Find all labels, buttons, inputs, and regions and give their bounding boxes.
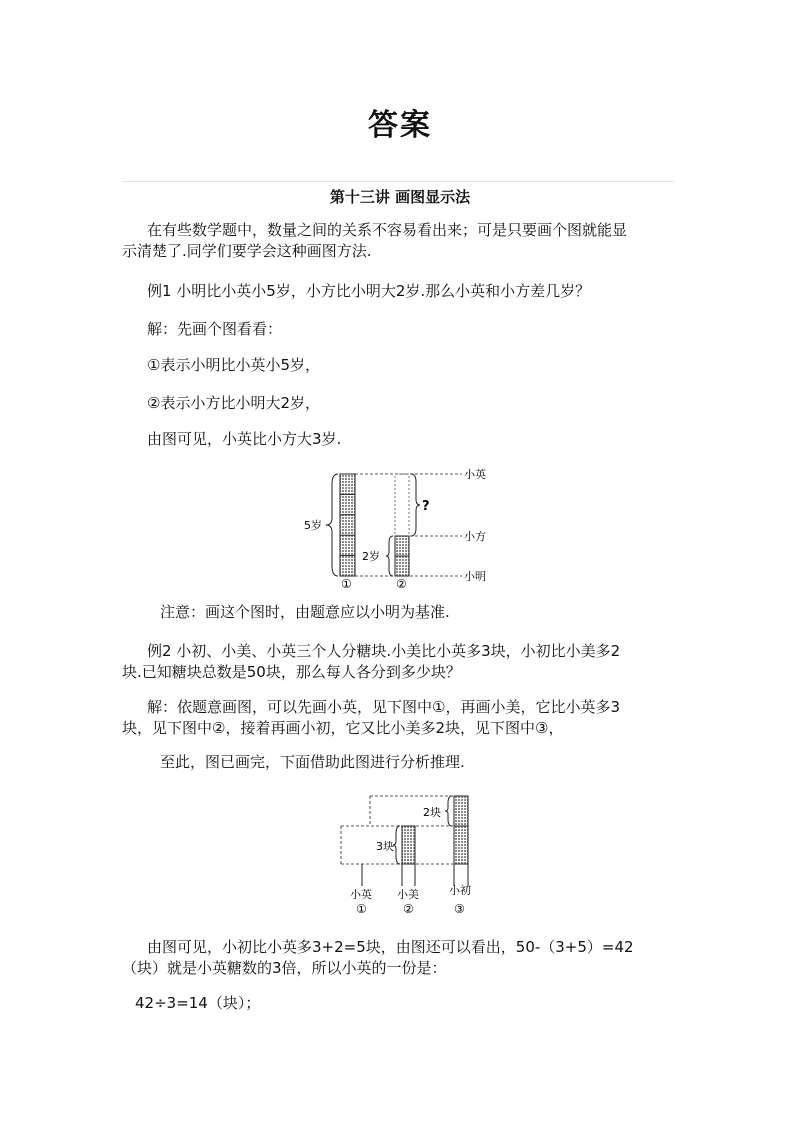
three-pieces-label: 3块: [376, 840, 394, 853]
example2-result-line-3: 42÷3=14（块）；: [135, 994, 261, 1012]
xiaofang-label: 小方: [464, 530, 486, 543]
example2-problem-line-1: 例2 小初、小美、小英三个人分糖块.小美比小英多3块，小初比小美多2: [147, 642, 621, 660]
example2-solution-line-2: 块，见下图中②，接着再画小初，它又比小美多2块，见下图中③，: [122, 719, 564, 737]
two-pieces-brace: [445, 796, 452, 826]
page-title: 答案: [368, 108, 432, 143]
example2-result-line-1: 由图可见，小初比小英多3+2=5块，由图还可以看出，50-（3+5）=42: [147, 938, 634, 956]
example1-problem: 例1 小明比小英小5岁，小方比小明大2岁.那么小英和小方差几岁？: [147, 282, 591, 300]
intro-line-2: 示清楚了.同学们要学会这种画图方法.: [122, 242, 372, 260]
xiaomei-label: 小美: [397, 888, 419, 901]
bar-xiaochu: [454, 796, 468, 886]
two-year-brace: [386, 536, 393, 576]
three-pieces-brace: [393, 826, 400, 864]
xiaochu-label: 小初: [449, 884, 471, 897]
five-years-label: 5岁: [304, 519, 322, 532]
example1-solution: 解：先画个图看看：: [147, 320, 283, 338]
intro-line-1: 在有些数学题中，数量之间的关系不容易看出来；可是只要画个图就能显: [147, 221, 628, 239]
example1-conclusion: 由图可见，小英比小方大3岁.: [147, 430, 342, 448]
candy-distribution-diagram: [335, 790, 485, 918]
xiaoying-label: 小英: [464, 468, 486, 481]
bar-1: [340, 474, 355, 576]
bar-2: [395, 536, 409, 576]
xiaoying-label: 小英: [350, 888, 372, 901]
bar-1-marker: ①: [356, 902, 367, 916]
example1-step2: ②表示小方比小明大2岁，: [147, 394, 320, 412]
xiaoming-label: 小明: [464, 570, 486, 583]
two-years-label: 2岁: [362, 550, 380, 563]
title-divider: [122, 181, 674, 182]
bar-1-marker: ①: [341, 577, 352, 591]
example2-solution-line-1: 解：依题意画图，可以先画小英，见下图中①，再画小美，它比小英多3: [147, 698, 620, 716]
five-year-brace: [326, 474, 338, 576]
bar-2-outline: [395, 474, 409, 536]
bar-3-marker: ③: [454, 902, 465, 916]
example1-step1: ①表示小明比小英小5岁，: [147, 356, 320, 374]
two-pieces-label: 2块: [423, 806, 441, 819]
bar-xiaomei: [402, 826, 415, 886]
bar-2-marker: ②: [403, 902, 414, 916]
age-comparison-diagram: [300, 466, 500, 592]
question-brace: [411, 474, 420, 536]
example1-note: 注意：画这个图时，由题意应以小明为基准.: [160, 603, 450, 621]
example2-result-line-2: （块）就是小英糖数的3倍，所以小英的一份是：: [122, 959, 447, 977]
lecture-title: 第十三讲 画图显示法: [329, 188, 471, 206]
question-label: ?: [422, 499, 430, 514]
example2-problem-line-2: 块.已知糖块总数是50块，那么每人各分到多少块？: [122, 663, 461, 681]
bar-2-marker: ②: [396, 577, 407, 591]
example2-analysis: 至此，图已画完，下面借助此图进行分析推理.: [160, 753, 465, 771]
